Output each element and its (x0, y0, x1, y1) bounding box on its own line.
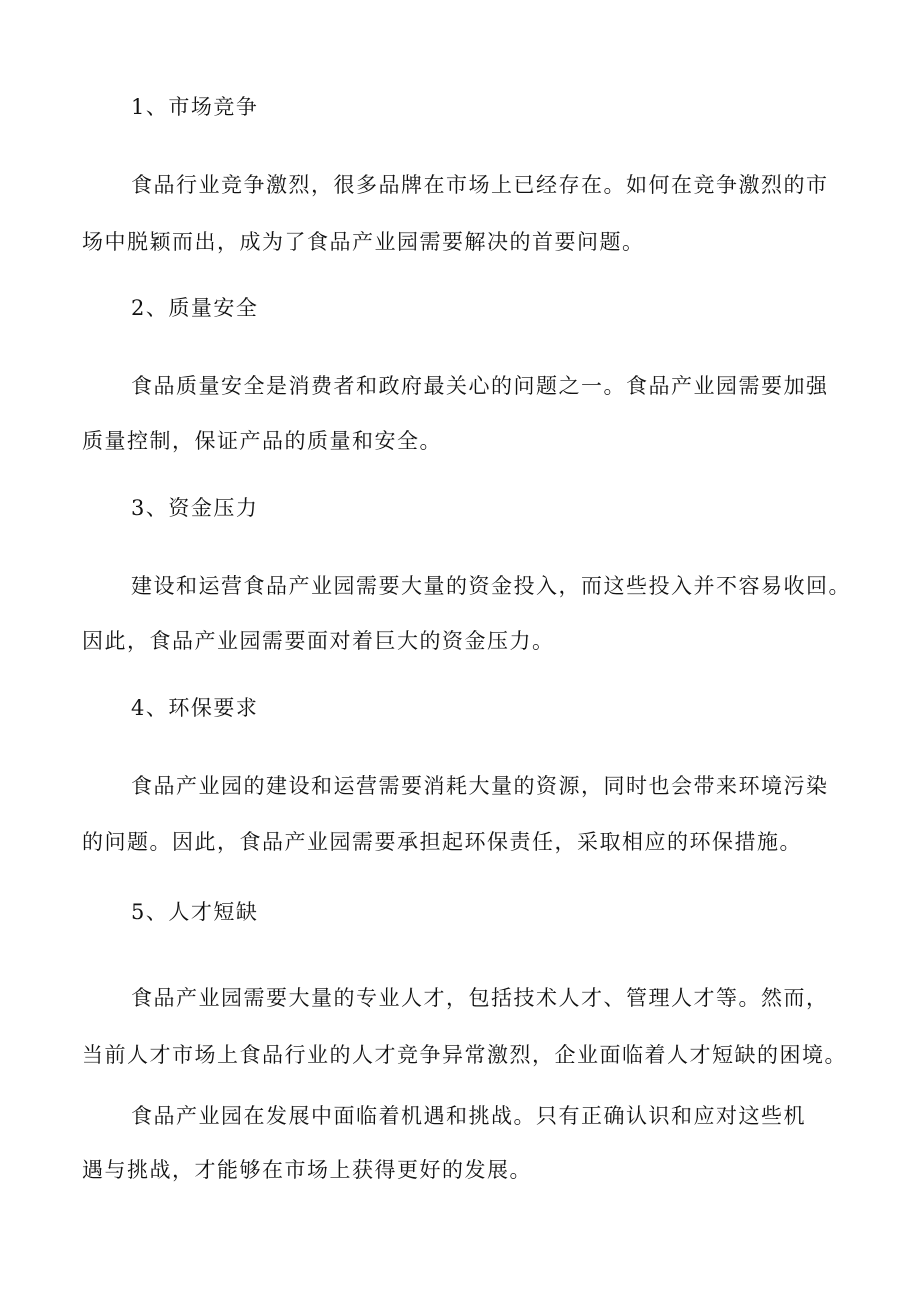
conclusion-paragraph-line-2: 遇与挑战，才能够在市场上获得更好的发展。 (82, 1158, 532, 1182)
section-heading-5: 5、人才短缺 (131, 900, 259, 924)
section-heading-1: 1、市场竞争 (131, 95, 259, 119)
section-3-paragraph-line-2: 因此，食品产业园需要面对着巨大的资金压力。 (82, 629, 555, 653)
section-5-paragraph-line-2: 当前人才市场上食品行业的人才竞争异常激烈，企业面临着人才短缺的困境。 (82, 1043, 847, 1067)
section-5-paragraph-line-1: 食品产业园需要大量的专业人才，包括技术人才、管理人才等。然而， (131, 986, 829, 1010)
conclusion-paragraph-line-1: 食品产业园在发展中面临着机遇和挑战。只有正确认识和应对这些机 (131, 1104, 806, 1128)
section-1-paragraph-line-2: 场中脱颖而出，成为了食品产业园需要解决的首要问题。 (82, 230, 645, 254)
section-heading-4: 4、环保要求 (131, 696, 259, 720)
section-4-paragraph-line-2: 的问题。因此，食品产业园需要承担起环保责任，采取相应的环保措施。 (82, 830, 802, 854)
section-1-paragraph-line-1: 食品行业竞争激烈，很多品牌在市场上已经存在。如何在竞争激烈的市 (131, 173, 829, 197)
section-heading-3: 3、资金压力 (131, 496, 259, 520)
section-2-paragraph-line-2: 质量控制，保证产品的质量和安全。 (82, 429, 442, 453)
section-3-paragraph-line-1: 建设和运营食品产业园需要大量的资金投入，而这些投入并不容易收回。 (131, 574, 851, 598)
section-heading-2: 2、质量安全 (131, 296, 259, 320)
section-4-paragraph-line-1: 食品产业园的建设和运营需要消耗大量的资源，同时也会带来环境污染 (131, 774, 829, 798)
section-2-paragraph-line-1: 食品质量安全是消费者和政府最关心的问题之一。食品产业园需要加强 (131, 374, 829, 398)
